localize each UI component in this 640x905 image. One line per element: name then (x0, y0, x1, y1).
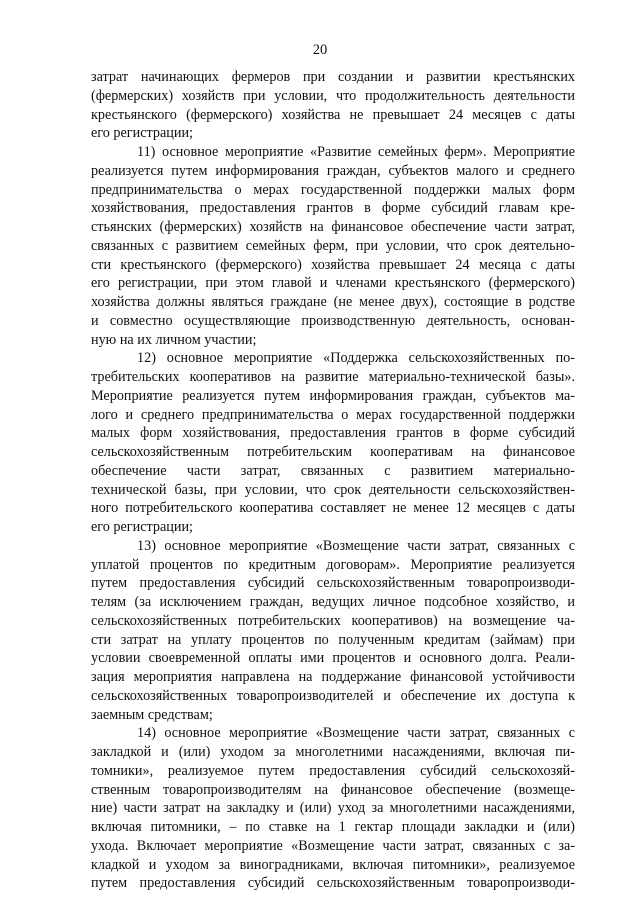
text-line: обеспечение части затрат, связанных с развитием материально- (91, 462, 575, 479)
text-line: закладкой и (или) уходом за многолетними насаждениями, включая пи- (91, 744, 575, 760)
text-line: условии своевременной оплаты ими процентов и основного долга. Реали- (91, 650, 575, 667)
paragraph (91, 349, 575, 537)
text-line: его регистрации; (91, 519, 193, 535)
text-line: стьянских (фермерских) хозяйств на финансовое обеспечение части затрат, (91, 219, 575, 235)
text-line: требительских кооперативов на развитие материально-технической базы». (91, 369, 575, 385)
text-line: сельскохозяйственных товаропроизводителей и обеспечение их доступа к (91, 687, 575, 704)
text-line: путем предоставления субсидий сельскохозяйственным товаропроизводи- (91, 875, 575, 892)
paragraph (91, 68, 575, 143)
text-line: реализуется путем информирования граждан, субъектов малого и среднего (91, 162, 575, 179)
paragraph (91, 537, 575, 725)
paragraph (91, 724, 575, 893)
text-line: связанных с развитием семейных ферм, при условии, что срок деятельно- (91, 237, 575, 254)
text-line: ную на их личном участии; (91, 331, 257, 348)
text-line: включая питомники, – по ставке на 1 гектар площади закладки и (или) (91, 819, 575, 835)
text-line: Мероприятие реализуется путем информирования граждан, субъектов ма- (91, 387, 575, 404)
text-line: лого и среднего предпринимательства о мерах государственной поддержки (91, 406, 575, 423)
text-line: кладкой и уходом за виноградниками, включая питомники», реализуемое (91, 856, 575, 873)
text-line: сельскохозяйственным потребительским кооперативам на финансовое (91, 444, 575, 460)
text-line: технической базы, при условии, что срок деятельности сельскохозяйствен- (91, 481, 575, 498)
text-line: 13) основное мероприятие «Возмещение части затрат, связанных с (137, 537, 575, 554)
text-line: ного потребительского кооператива составляет не менее 12 месяцев с даты (91, 500, 575, 517)
page-number: 20 (312, 42, 328, 58)
text-line: сельскохозяйственных потребительских кооперативов) на возмещение ча- (91, 612, 575, 629)
text-line: заемным средствам; (91, 706, 213, 723)
text-line: сти затрат на уплату процентов по полученным кредитам (займам) при (91, 631, 575, 648)
text-line: затрат начинающих фермеров при создании и развитии крестьянских (91, 69, 575, 85)
text-line: его регистрации; (91, 125, 193, 142)
text-line: 14) основное мероприятие «Возмещение части затрат, связанных с (137, 725, 575, 742)
text-line: ние) части затрат на закладку и (или) уход за многолетними насаждениями, (91, 800, 575, 817)
text-line: его регистрации, при этом главой и членами крестьянского (фермерского) (91, 275, 575, 292)
text-line: зация мероприятия направлена на поддержание финансовой устойчивости (91, 669, 575, 685)
text-line: (фермерских) хозяйств при условии, что продолжительность деятельности (91, 87, 575, 104)
text-line: ухода. Включает мероприятие «Возмещение части затрат, связанных с за- (91, 837, 575, 854)
text-line: крестьянского (фермерского) хозяйства не превышает 24 месяцев с даты (91, 106, 575, 123)
text-line: хозяйства должны являться граждане (не менее двух), состоящие в родстве (91, 294, 575, 310)
text-line: хозяйствования, предоставления грантов в форме субсидий главам кре- (91, 200, 575, 217)
text-line: 11) основное мероприятие «Развитие семейных ферм». Мероприятие (137, 144, 575, 160)
text-line: 12) основное мероприятие «Поддержка сельскохозяйственных по- (137, 350, 575, 367)
paragraph (91, 143, 575, 349)
text-line: малых форм хозяйствования, предоставления грантов в форме субсидий (91, 425, 575, 442)
text-line: телям (за исключением граждан, ведущих личное подсобное хозяйство, и (91, 594, 575, 610)
text-line: и совместно осуществляющие производственную деятельность, основан- (91, 312, 575, 329)
text-line: уплатой процентов по кредитным договорам». Мероприятие реализуется (91, 556, 575, 573)
text-line: сти крестьянского (фермерского) хозяйства превышает 24 месяца с даты (91, 256, 575, 273)
text-line: предпринимательства о мерах государственной поддержки малых форм (91, 181, 575, 198)
text-line: путем предоставления субсидий сельскохозяйственным товаропроизводи- (91, 575, 575, 592)
document-body (91, 68, 575, 893)
text-line: ственным товаропроизводителям на финансовое обеспечение (возмеще- (91, 781, 575, 798)
text-line: томники», реализуемое путем предоставления субсидий сельскохозяй- (91, 762, 575, 779)
